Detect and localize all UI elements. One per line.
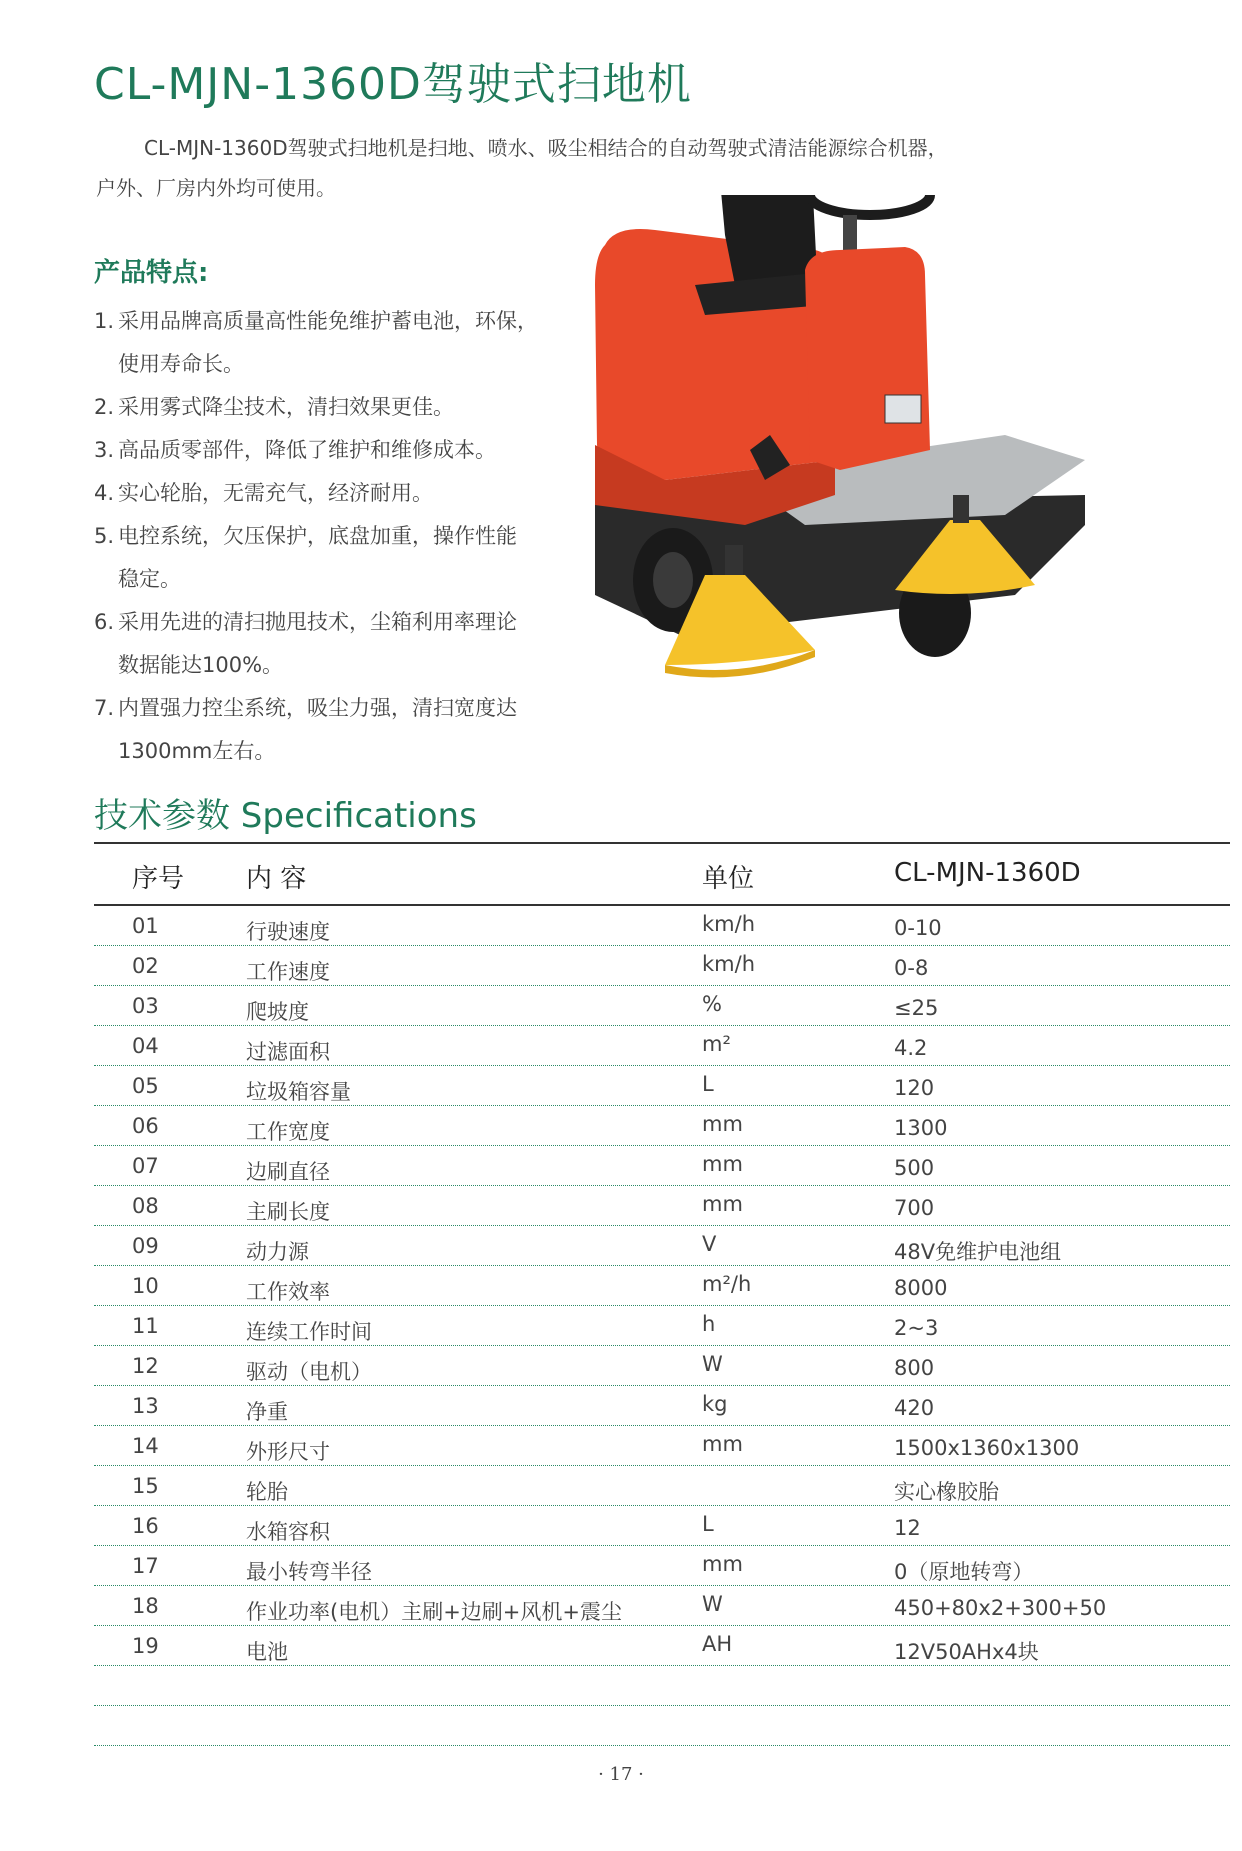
feature-number: 6. [94,610,115,634]
feature-text: 采用雾式降尘技术，清扫效果更佳。 [118,395,454,419]
row-number: 18 [132,1594,159,1618]
row-content: 净重 [246,1400,288,1424]
row-number: 13 [132,1394,159,1418]
feature-item [94,300,584,386]
row-unit: AH [702,1632,733,1656]
feature-number: 3. [94,438,115,462]
table-row [94,986,1230,1026]
row-content: 工作宽度 [246,1120,330,1144]
row-unit: mm [702,1152,743,1176]
row-number: 10 [132,1274,159,1298]
feature-text: 实心轮胎，无需充气，经济耐用。 [118,481,433,505]
row-content: 边刷直径 [246,1160,330,1184]
row-content: 过滤面积 [246,1040,330,1064]
row-content: 行驶速度 [246,920,330,944]
row-unit: mm [702,1552,743,1576]
feature-number: 5. [94,524,115,548]
header-no: 序号 [132,864,185,894]
page-number: · 17 · [598,1764,644,1785]
table-row [94,1506,1230,1546]
feature-item [94,601,584,687]
row-unit: V [702,1232,717,1256]
row-content: 最小转弯半径 [246,1560,372,1584]
specs-title: 技术参数 Specifications [94,796,477,836]
table-row [94,1306,1230,1346]
row-content: 驱动（电机） [246,1360,372,1384]
row-value: 12 [894,1516,921,1540]
row-value: 0（原地转弯） [894,1560,1034,1584]
row-unit: m² [702,1032,731,1056]
feature-number: 1. [94,309,115,333]
feature-text: 采用品牌高质量高性能免维护蓄电池，环保， [118,309,538,333]
feature-text-cont: 使用寿命长。 [118,352,244,376]
table-row [94,1386,1230,1426]
feature-number: 2. [94,395,115,419]
row-value: 48V免维护电池组 [894,1240,1062,1264]
row-number: 12 [132,1354,159,1378]
row-value: 1500x1360x1300 [894,1436,1080,1460]
row-value: 450+80x2+300+50 [894,1596,1107,1620]
row-number: 08 [132,1194,159,1218]
feature-text: 内置强力控尘系统，吸尘力强，清扫宽度达 [118,696,517,720]
row-value: 1300 [894,1116,948,1140]
row-content: 连续工作时间 [246,1320,372,1344]
row-value: 实心橡胶胎 [894,1480,999,1504]
table-row [94,1346,1230,1386]
header-unit: 单位 [702,864,755,894]
row-number: 05 [132,1074,159,1098]
row-number: 04 [132,1034,159,1058]
feature-text-cont: 数据能达100%。 [118,653,284,677]
features-title: 产品特点: [94,258,209,288]
row-number: 02 [132,954,159,978]
feature-text: 高品质零部件，降低了维护和维修成本。 [118,438,496,462]
row-unit: h [702,1312,716,1336]
table-row [94,1586,1230,1626]
row-value: 8000 [894,1276,948,1300]
row-unit: L [702,1512,714,1536]
table-row [94,1226,1230,1266]
table-row [94,1026,1230,1066]
feature-item [94,386,584,429]
feature-number: 7. [94,696,115,720]
table-row [94,906,1230,946]
row-number: 11 [132,1314,159,1338]
row-number: 17 [132,1554,159,1578]
table-row [94,1146,1230,1186]
table-row [94,1426,1230,1466]
row-value: 12V50AHx4块 [894,1640,1039,1664]
row-content: 工作效率 [246,1280,330,1304]
header-model: CL-MJN-1360D [894,858,1081,888]
row-content: 垃圾箱容量 [246,1080,351,1104]
feature-text: 电控系统，欠压保护，底盘加重，操作性能 [118,524,517,548]
row-number: 06 [132,1114,159,1138]
row-unit: km/h [702,952,756,976]
row-number: 14 [132,1434,159,1458]
row-number: 01 [132,914,159,938]
table-row [94,1666,1230,1706]
table-row [94,1066,1230,1106]
spec-table-header [94,844,1230,906]
features-list [94,300,584,773]
intro-line-1: CL-MJN-1360D驾驶式扫地机是扫地、喷水、吸尘相结合的自动驾驶式清洁能源综合机器， [144,136,948,160]
table-row [94,1626,1230,1666]
row-number: 15 [132,1474,159,1498]
row-value: ≤25 [894,996,939,1020]
row-value: 500 [894,1156,935,1180]
row-unit: W [702,1592,723,1616]
row-content: 工作速度 [246,960,330,984]
feature-item [94,472,584,515]
row-value: 0-10 [894,916,942,940]
sweeper-machine-image [585,195,1225,770]
row-content: 动力源 [246,1240,309,1264]
table-row [94,1106,1230,1146]
table-row [94,1466,1230,1506]
feature-text: 采用先进的清扫抛甩技术，尘箱利用率理论 [118,610,517,634]
row-unit: mm [702,1432,743,1456]
table-row [94,1546,1230,1586]
feature-item [94,429,584,472]
table-row [94,1186,1230,1226]
row-content: 电池 [246,1640,288,1664]
row-content: 轮胎 [246,1480,288,1504]
table-row [94,946,1230,986]
spec-table-body [94,906,1230,1746]
row-content: 外形尺寸 [246,1440,330,1464]
table-row [94,1266,1230,1306]
row-number: 03 [132,994,159,1018]
row-content: 水箱容积 [246,1520,330,1544]
feature-text-cont: 稳定。 [118,567,181,591]
row-content: 主刷长度 [246,1200,330,1224]
row-value: 120 [894,1076,935,1100]
feature-item [94,687,584,773]
row-value: 420 [894,1396,935,1420]
row-number: 16 [132,1514,159,1538]
feature-text-cont: 1300mm左右。 [118,739,276,763]
feature-number: 4. [94,481,115,505]
row-value: 800 [894,1356,935,1380]
row-unit: % [702,992,722,1016]
row-value: 2~3 [894,1316,939,1340]
row-unit: m²/h [702,1272,752,1296]
row-value: 4.2 [894,1036,928,1060]
row-content: 爬坡度 [246,1000,309,1024]
intro-line-2: 户外、厂房内外均可使用。 [96,176,336,200]
row-unit: km/h [702,912,756,936]
row-number: 19 [132,1634,159,1658]
row-number: 09 [132,1234,159,1258]
table-row [94,1706,1230,1746]
row-value: 700 [894,1196,935,1220]
row-number: 07 [132,1154,159,1178]
feature-item [94,515,584,601]
row-unit: W [702,1352,723,1376]
page-title: CL-MJN-1360D驾驶式扫地机 [94,59,692,110]
header-content: 内 容 [246,864,307,894]
row-content: 作业功率(电机）主刷+边刷+风机+震尘 [246,1600,622,1624]
row-value: 0-8 [894,956,929,980]
row-unit: mm [702,1192,743,1216]
row-unit: L [702,1072,714,1096]
row-unit: mm [702,1112,743,1136]
row-unit: kg [702,1392,728,1416]
